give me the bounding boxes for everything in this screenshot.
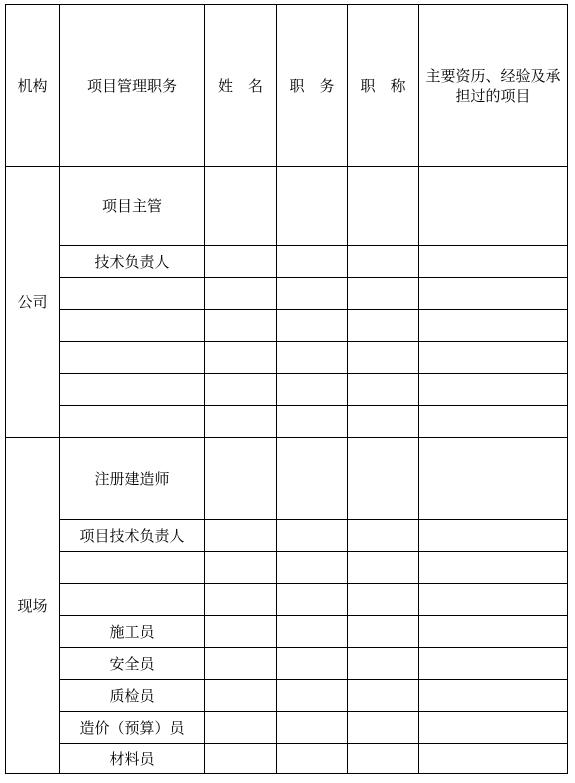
name-cell bbox=[205, 310, 277, 342]
position-cell bbox=[277, 616, 348, 648]
role-cell bbox=[60, 374, 205, 406]
table-row bbox=[6, 712, 568, 744]
position-cell bbox=[277, 278, 348, 310]
title-cell bbox=[348, 552, 419, 584]
title-cell bbox=[348, 342, 419, 374]
header-name: 姓 名 bbox=[205, 5, 277, 167]
position-cell bbox=[277, 744, 348, 774]
table-row bbox=[6, 278, 568, 310]
header-position: 职 务 bbox=[277, 5, 348, 167]
experience-cell bbox=[419, 374, 568, 406]
role-cell bbox=[60, 310, 205, 342]
org-cell-site: 现场 bbox=[6, 438, 60, 774]
role-cell: 质检员 bbox=[60, 680, 205, 712]
title-cell bbox=[348, 680, 419, 712]
table-row bbox=[6, 744, 568, 774]
role-cell: 安全员 bbox=[60, 648, 205, 680]
title-cell bbox=[348, 406, 419, 438]
table-row bbox=[6, 374, 568, 406]
experience-cell bbox=[419, 680, 568, 712]
experience-cell bbox=[419, 167, 568, 246]
staff-table bbox=[5, 4, 568, 774]
table-row bbox=[6, 167, 568, 246]
role-cell: 材料员 bbox=[60, 744, 205, 774]
role-cell: 注册建造师 bbox=[60, 438, 205, 520]
name-cell bbox=[205, 744, 277, 774]
table-row bbox=[6, 438, 568, 520]
title-cell bbox=[348, 167, 419, 246]
name-cell bbox=[205, 712, 277, 744]
title-cell bbox=[348, 438, 419, 520]
role-cell: 施工员 bbox=[60, 616, 205, 648]
name-cell bbox=[205, 584, 277, 616]
name-cell bbox=[205, 342, 277, 374]
position-cell bbox=[277, 342, 348, 374]
header-org: 机构 bbox=[6, 5, 60, 167]
position-cell bbox=[277, 310, 348, 342]
position-cell bbox=[277, 438, 348, 520]
position-cell bbox=[277, 167, 348, 246]
experience-cell bbox=[419, 520, 568, 552]
title-cell bbox=[348, 712, 419, 744]
position-cell bbox=[277, 648, 348, 680]
name-cell bbox=[205, 374, 277, 406]
table-row bbox=[6, 616, 568, 648]
experience-cell bbox=[419, 744, 568, 774]
header-title: 职 称 bbox=[348, 5, 419, 167]
role-cell bbox=[60, 278, 205, 310]
experience-cell bbox=[419, 438, 568, 520]
role-cell bbox=[60, 584, 205, 616]
position-cell bbox=[277, 712, 348, 744]
role-cell: 技术负责人 bbox=[60, 246, 205, 278]
experience-cell bbox=[419, 278, 568, 310]
name-cell bbox=[205, 648, 277, 680]
name-cell bbox=[205, 278, 277, 310]
experience-cell bbox=[419, 406, 568, 438]
role-cell bbox=[60, 552, 205, 584]
table-row bbox=[6, 680, 568, 712]
title-cell bbox=[348, 648, 419, 680]
table-row bbox=[6, 584, 568, 616]
name-cell bbox=[205, 406, 277, 438]
position-cell bbox=[277, 520, 348, 552]
table-row bbox=[6, 520, 568, 552]
table-row bbox=[6, 552, 568, 584]
name-cell bbox=[205, 520, 277, 552]
org-cell-company: 公司 bbox=[6, 167, 60, 438]
role-cell: 造价（预算）员 bbox=[60, 712, 205, 744]
position-cell bbox=[277, 584, 348, 616]
title-cell bbox=[348, 278, 419, 310]
name-cell bbox=[205, 680, 277, 712]
table-row bbox=[6, 406, 568, 438]
name-cell bbox=[205, 246, 277, 278]
role-cell: 项目主管 bbox=[60, 167, 205, 246]
position-cell bbox=[277, 246, 348, 278]
title-cell bbox=[348, 246, 419, 278]
experience-cell bbox=[419, 246, 568, 278]
table-row bbox=[6, 648, 568, 680]
position-cell bbox=[277, 374, 348, 406]
title-cell bbox=[348, 744, 419, 774]
role-cell bbox=[60, 342, 205, 374]
header-row bbox=[6, 5, 568, 167]
title-cell bbox=[348, 310, 419, 342]
experience-cell bbox=[419, 648, 568, 680]
experience-cell bbox=[419, 584, 568, 616]
name-cell bbox=[205, 438, 277, 520]
title-cell bbox=[348, 374, 419, 406]
position-cell bbox=[277, 680, 348, 712]
role-cell: 项目技术负责人 bbox=[60, 520, 205, 552]
position-cell bbox=[277, 406, 348, 438]
name-cell bbox=[205, 167, 277, 246]
experience-cell bbox=[419, 552, 568, 584]
header-role: 项目管理职务 bbox=[60, 5, 205, 167]
title-cell bbox=[348, 520, 419, 552]
name-cell bbox=[205, 552, 277, 584]
experience-cell bbox=[419, 616, 568, 648]
title-cell bbox=[348, 616, 419, 648]
position-cell bbox=[277, 552, 348, 584]
experience-cell bbox=[419, 342, 568, 374]
name-cell bbox=[205, 616, 277, 648]
role-cell bbox=[60, 406, 205, 438]
experience-cell bbox=[419, 712, 568, 744]
experience-cell bbox=[419, 310, 568, 342]
title-cell bbox=[348, 584, 419, 616]
table-row bbox=[6, 246, 568, 278]
table-row bbox=[6, 342, 568, 374]
header-experience: 主要资历、经验及承担过的项目 bbox=[419, 5, 568, 167]
table-row bbox=[6, 310, 568, 342]
